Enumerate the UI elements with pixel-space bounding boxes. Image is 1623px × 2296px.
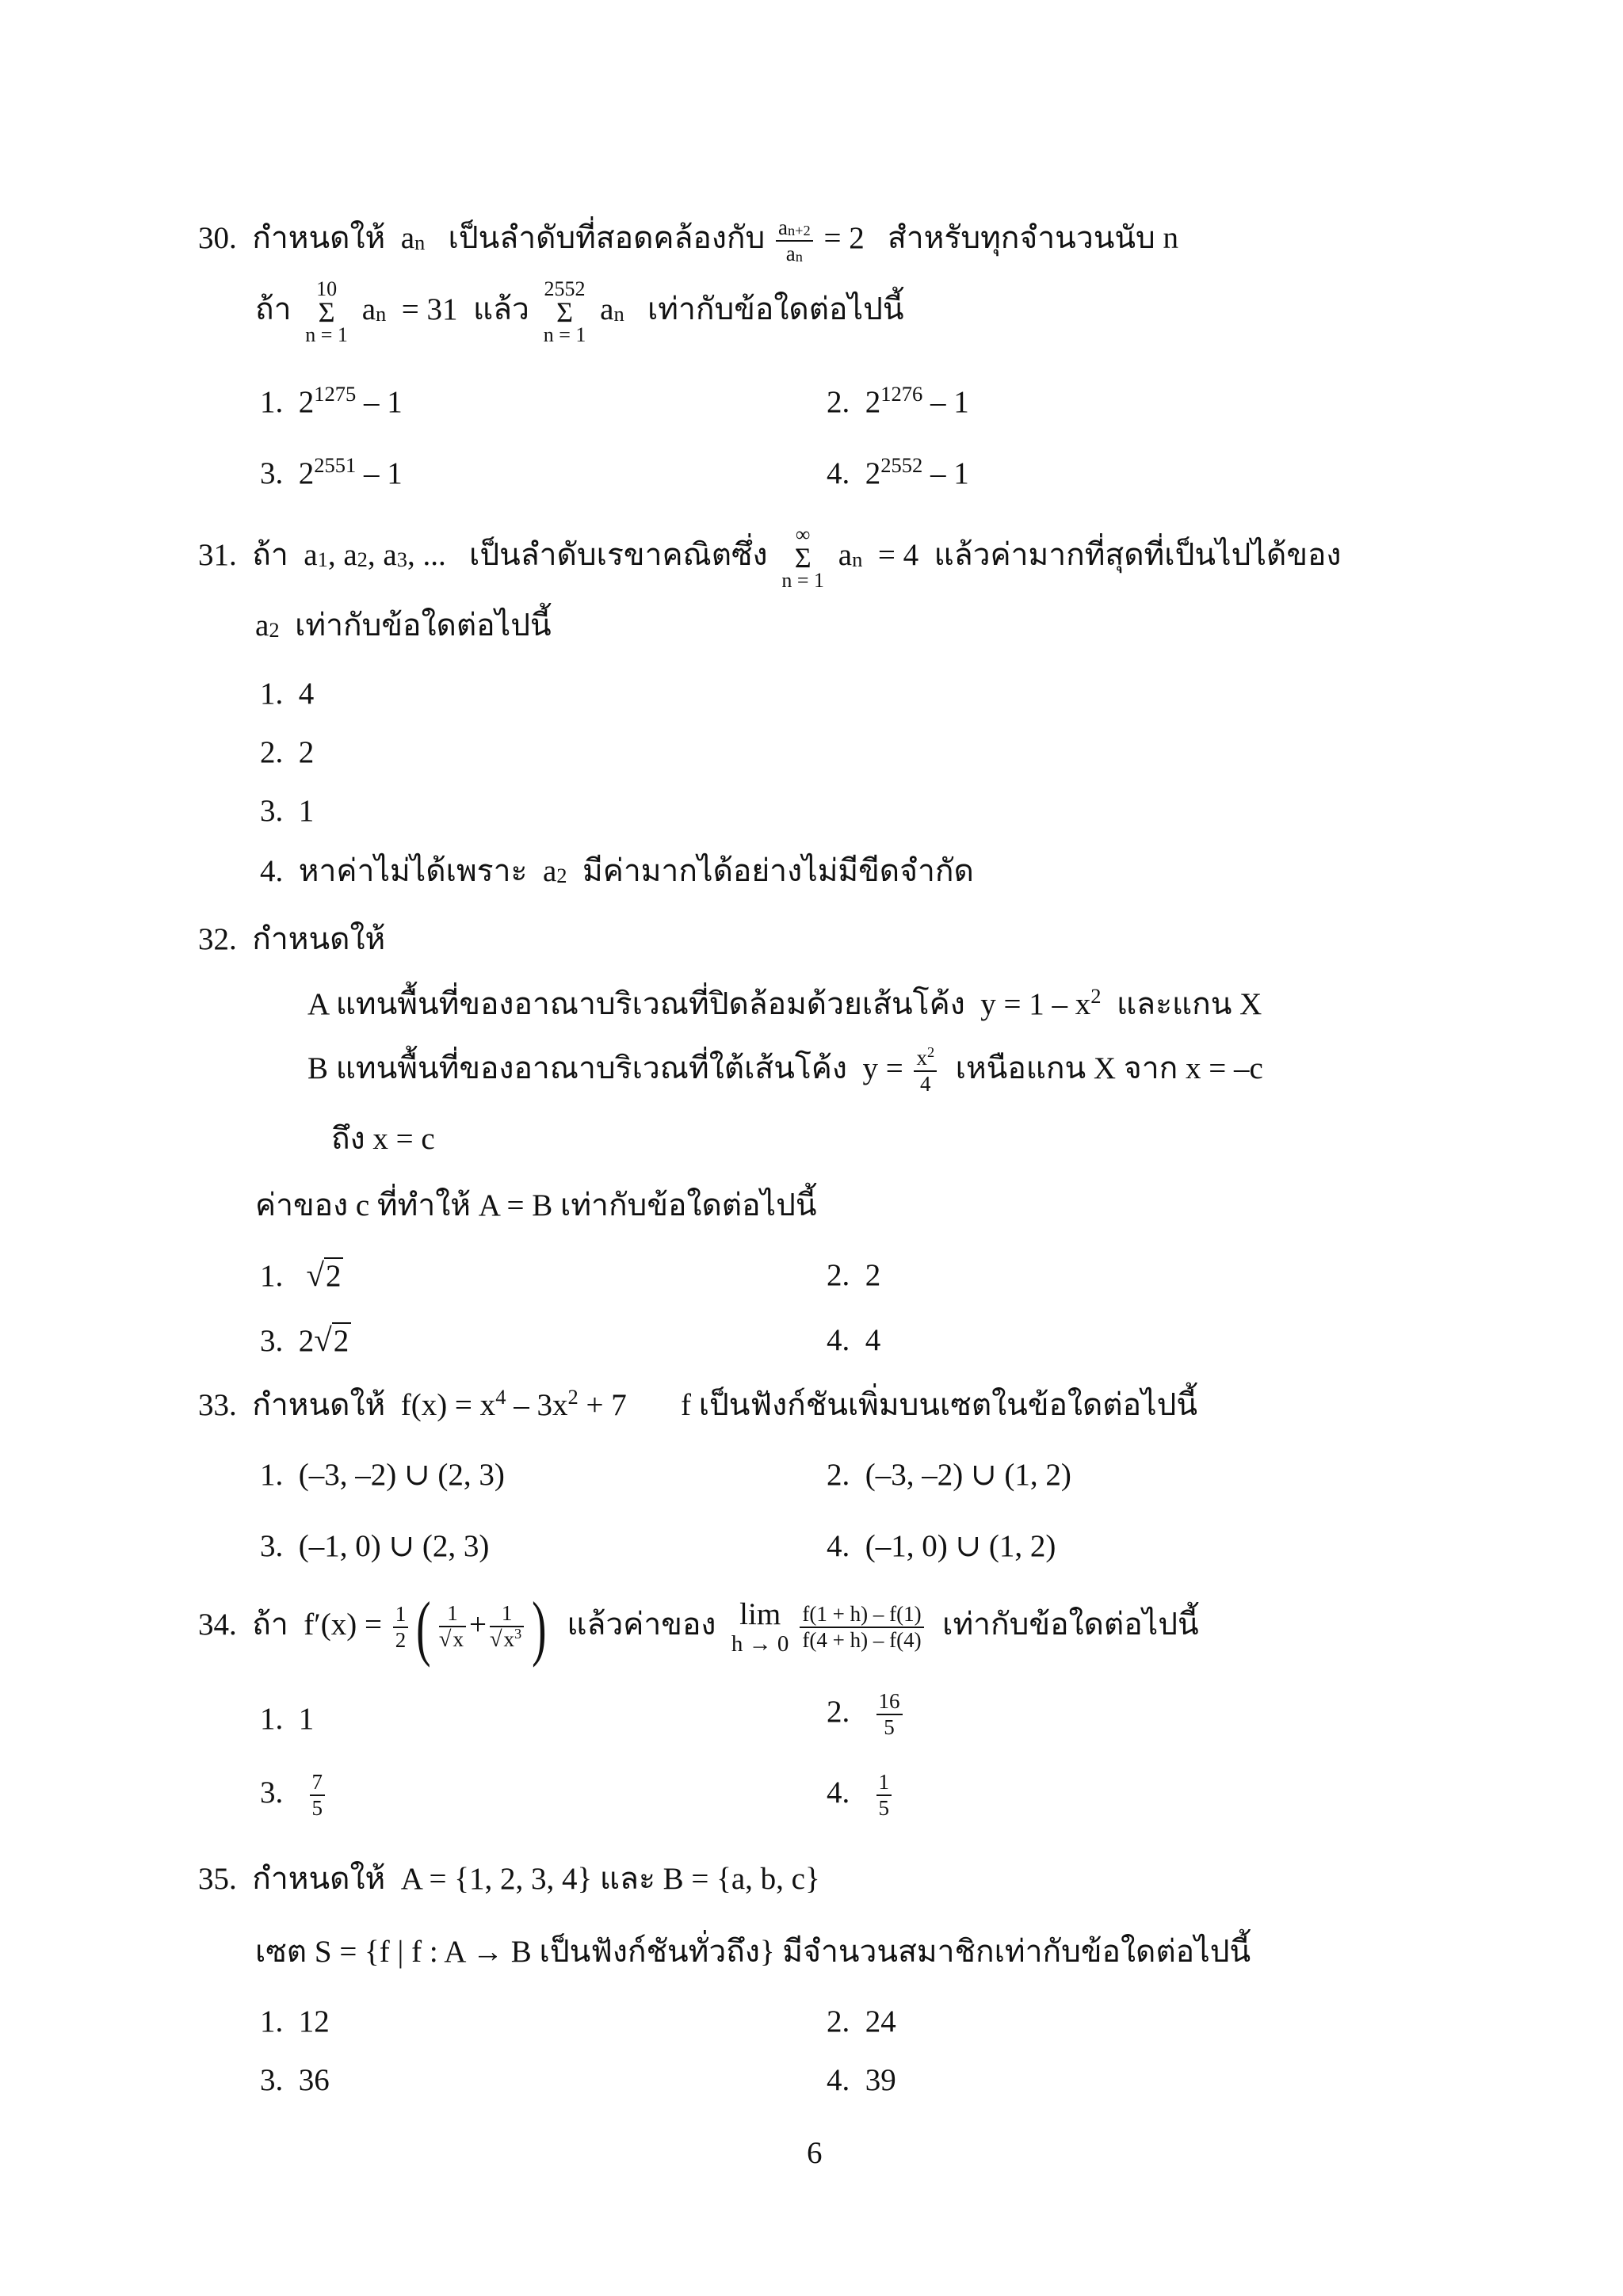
- q32-choice-4[interactable]: 4. 4: [827, 1323, 881, 1357]
- q33-choice-1[interactable]: 1. (–3, –2) ∪ (2, 3): [260, 1458, 505, 1492]
- q30-choice-1[interactable]: 1. $2^{1275} - 1$: [260, 382, 403, 419]
- q31-choice-3[interactable]: 3. 1: [260, 794, 315, 828]
- q35-choice-3[interactable]: 3. 36: [260, 2063, 330, 2097]
- q32-choice-3[interactable]: 3. 2√2: [260, 1325, 351, 1357]
- q32-line1: 32. กำหนดให้: [198, 922, 386, 956]
- q33-number: 33.: [198, 1388, 237, 1422]
- q35-choice-2[interactable]: 2. 24: [827, 2004, 896, 2039]
- q31-choice-1[interactable]: 1. 4: [260, 677, 315, 711]
- q34-line1: 34. ถ้า f′(x) = $\frac{1}{2}$ ( $\frac{1}{√x}$ + $\frac{1}{√x^3}$ ) แล้วค่าของ lim h → 0 $\frac{f(1 + h) - f(1)}{f(4 + h) - f(4)}$ เท่ากับข้อใดต่อไปนี้: [198, 1587, 1199, 1668]
- q31-line1: 31. ถ้า $a_1$, $a_2$, $a_3$, ... เป็นลำดับเรขาคณิตซึ่ง ∞ Σ n = 1 $a_n = 4$ แล้วค่ามากที่สุดที่เป็นไปได้ของ: [198, 523, 1342, 593]
- q34-half: $\frac{1}{2}$: [393, 1604, 409, 1651]
- q35-line2: เซต S = {f | f : A → B เป็นฟังก์ชันทั่วถึง} มีจำนวนสมาชิกเท่ากับข้อใดต่อไปนี้: [255, 1935, 1251, 1969]
- q34-number: 34.: [198, 1607, 237, 1642]
- fraction-7-5: $\frac{7}{5}$: [310, 1772, 326, 1819]
- page-number: 6: [807, 2136, 823, 2170]
- q34-limit-fraction: $\frac{f(1 + h) - f(1)}{f(4 + h) - f(4)}$: [800, 1604, 923, 1651]
- q34-choice-2[interactable]: 2. $\frac{16}{5}$: [827, 1691, 906, 1738]
- q32-B-line2: ถึง x = c: [331, 1122, 435, 1156]
- q34-limit: lim h → 0: [731, 1596, 789, 1657]
- q35-number: 35.: [198, 1862, 237, 1896]
- q33-line1: 33. กำหนดให้ $f(x) = x^4 - 3x^2 + 7$ f เป็นฟังก์ชันเพิ่มบนเซตในข้อใดต่อไปนี้: [198, 1385, 1198, 1422]
- q30-line2: ถ้า 10 Σ n = 1 $a_n = 31$ แล้ว 2552 Σ n = 1 $a_n$ เท่ากับข้อใดต่อไปนี้: [255, 277, 904, 347]
- q34-choice-4[interactable]: 4. $\frac{1}{5}$: [827, 1772, 895, 1819]
- q30-sum-2: 2552 Σ n = 1: [543, 277, 586, 347]
- q32-number: 32.: [198, 922, 237, 956]
- q34-term1: $\frac{1}{√x}$: [439, 1603, 466, 1651]
- fraction-1-5: $\frac{1}{5}$: [876, 1772, 892, 1819]
- q32-x2-over-4: $\frac{x^2}{4}$: [914, 1047, 937, 1095]
- q31-choice-4[interactable]: 4. หาค่าไม่ได้เพราะ $a_2$ มีค่ามากได้อย่างไม่มีขีดจำกัด: [260, 854, 974, 888]
- q31-line2: $a_2$ เท่ากับข้อใดต่อไปนี้: [255, 608, 552, 643]
- q33-choice-2[interactable]: 2. (–3, –2) ∪ (1, 2): [827, 1458, 1071, 1492]
- q31-sum: ∞ Σ n = 1: [781, 523, 824, 593]
- q30-choice-2[interactable]: 2. $2^{1276} - 1$: [827, 382, 969, 419]
- q35-line1: 35. กำหนดให้ A = {1, 2, 3, 4} และ B = {a, b, c}: [198, 1862, 820, 1896]
- q31-choice-2[interactable]: 2. 2: [260, 735, 315, 769]
- q34-choice-3[interactable]: 3. $\frac{7}{5}$: [260, 1772, 328, 1819]
- q32-question: ค่าของ c ที่ทำให้ A = B เท่ากับข้อใดต่อไปนี้: [255, 1188, 817, 1222]
- sqrt-2: √2: [307, 1260, 344, 1292]
- q34-choice-1[interactable]: 1. 1: [260, 1702, 315, 1736]
- q30-sum-1: 10 Σ n = 1: [305, 277, 348, 347]
- q35-choice-4[interactable]: 4. 39: [827, 2063, 896, 2097]
- fraction-16-5: $\frac{16}{5}$: [876, 1691, 903, 1738]
- q30-choice-4[interactable]: 4. $2^{2552} - 1$: [827, 453, 969, 490]
- q35-choice-1[interactable]: 1. 12: [260, 2004, 330, 2039]
- q32-A-line: A แทนพื้นที่ของอาณาบริเวณที่ปิดล้อมด้วยเส้นโค้ง $y = 1 - x^2$ และแกน X: [307, 984, 1262, 1021]
- q30-ratio-fraction: $\frac{a_{n+2}}{a_n}$: [776, 217, 813, 265]
- q30-line1: 30. กำหนดให้ $a_n$ เป็นลำดับที่สอดคล้องกับ $\frac{a_{n+2}}{a_n}$ = 2 สำหรับทุกจำนวนนับ n: [198, 215, 1179, 265]
- q30-number: 30.: [198, 220, 237, 255]
- q32-choice-1[interactable]: 1. √2: [260, 1260, 343, 1292]
- q32-B-line: B แทนพื้นที่ของอาณาบริเวณที่ใต้เส้นโค้ง y = $\frac{x^2}{4}$ เหนือแกน X จาก x = –c: [307, 1044, 1263, 1096]
- q32-choice-2[interactable]: 2. 2: [827, 1258, 881, 1292]
- sqrt-2: √2: [314, 1325, 351, 1357]
- q33-choice-3[interactable]: 3. (–1, 0) ∪ (2, 3): [260, 1529, 490, 1563]
- q34-term2: $\frac{1}{√x^3}$: [490, 1603, 524, 1651]
- q31-number: 31.: [198, 538, 237, 573]
- q33-choice-4[interactable]: 4. (–1, 0) ∪ (1, 2): [827, 1529, 1056, 1563]
- q30-choice-3[interactable]: 3. $2^{2551} - 1$: [260, 453, 403, 490]
